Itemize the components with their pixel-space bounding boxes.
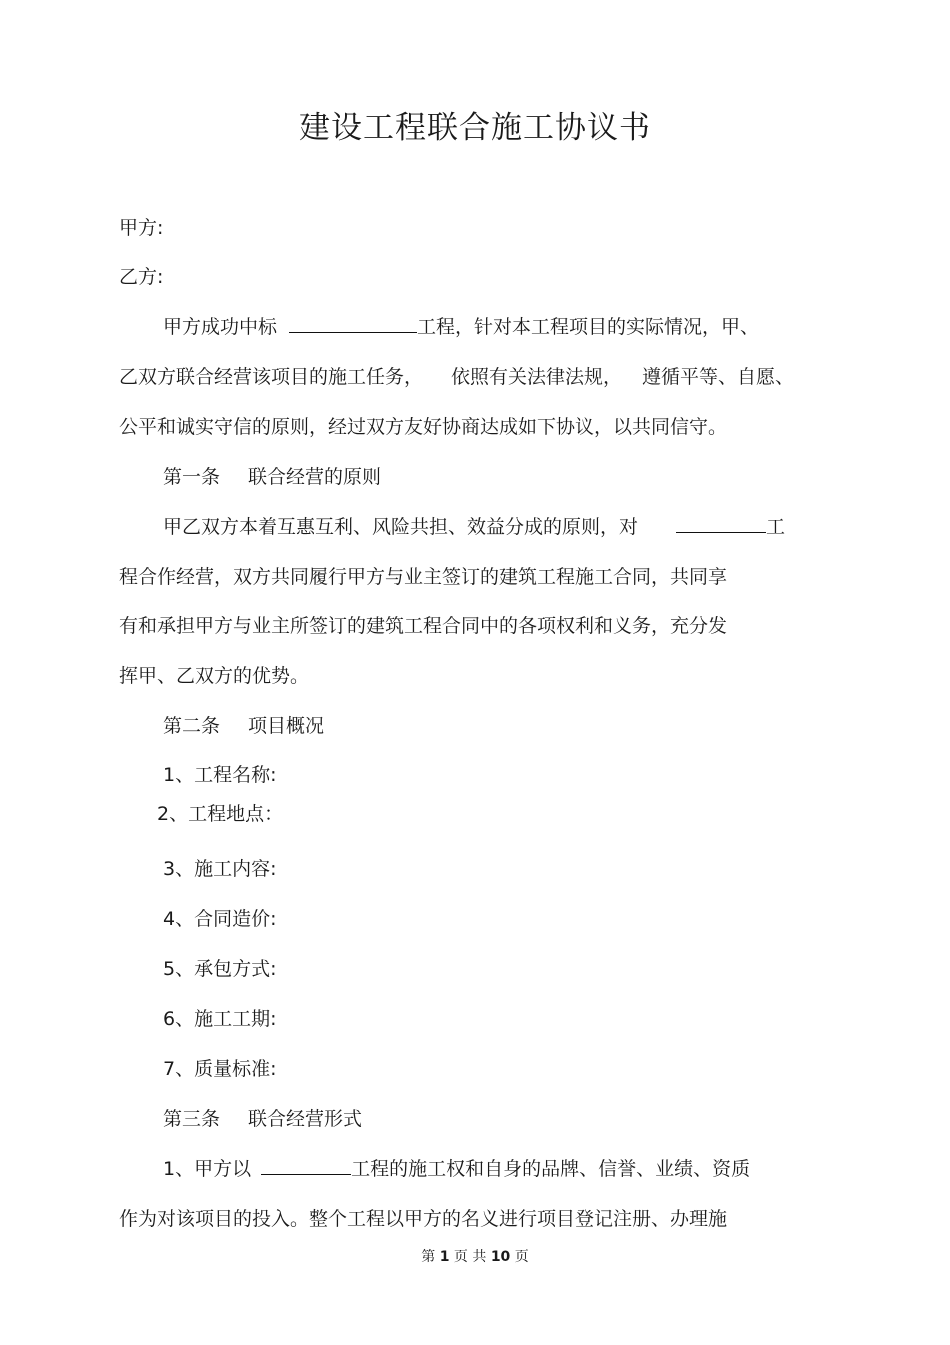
- project-item-quality: 7、质量标准:: [163, 1058, 277, 1080]
- footer-page-word: 第: [421, 1249, 436, 1265]
- article2-heading: [163, 712, 324, 740]
- article1-number: 第一条: [163, 466, 221, 488]
- project-name-blank[interactable]: [289, 313, 417, 333]
- footer-page-end: 页: [514, 1249, 529, 1265]
- footer-page-mid: 页 共: [453, 1249, 487, 1265]
- footer-page-total: 10: [490, 1249, 511, 1265]
- article3-line-2: 作为对该项目的投入。整个工程以甲方的名义进行项目登记注册、办理施: [119, 1208, 728, 1230]
- article3-title: 联合经营形式: [248, 1108, 363, 1130]
- intro-line-3: 公平和诚实守信的原则，经过双方友好协商达成如下协议，以共同信守。: [119, 416, 728, 438]
- project-item-contract-method: 5、承包方式:: [163, 958, 277, 980]
- intro-text-2a: 乙双方联合经营该项目的施工任务，: [119, 366, 424, 388]
- intro-text-2b: 依照有关法律法规，: [451, 366, 623, 388]
- article1-line-3: 有和承担甲方与业主所签订的建筑工程合同中的各项权利和义务，充分发: [119, 615, 728, 637]
- intro-text-2c: 遵循平等、自愿、: [642, 366, 795, 388]
- footer-page-number: 1: [439, 1249, 450, 1265]
- article1-heading: [163, 463, 381, 491]
- project-item-name: 1、工程名称:: [163, 764, 277, 786]
- article1-project-blank[interactable]: [676, 513, 766, 533]
- article3-line-1: [163, 1155, 750, 1183]
- party-a-label: 甲方:: [119, 217, 164, 239]
- intro-text-pre: 甲方成功中标: [163, 316, 278, 338]
- article2-number: 第二条: [163, 715, 221, 737]
- article1-title: 联合经营的原则: [248, 466, 382, 488]
- project-item-content: 3、施工内容:: [163, 858, 277, 880]
- article3-text-post: 工程的施工权和自身的品牌、信誉、业绩、资质: [351, 1158, 751, 1180]
- project-item-location: 2、工程地点：: [157, 803, 284, 825]
- article1-text-pre: 甲乙双方本着互惠互利、风险共担、效益分成的原则，对: [163, 516, 639, 538]
- intro-line-1: [163, 313, 759, 341]
- project-item-price: 4、合同造价:: [163, 908, 277, 930]
- document-title: 建设工程联合施工协议书: [299, 110, 651, 146]
- article3-project-blank[interactable]: [261, 1155, 351, 1175]
- article1-line-2: 程合作经营，双方共同履行甲方与业主签订的建筑工程施工合同，共同享: [119, 566, 728, 588]
- party-b-label: 乙方:: [119, 266, 164, 288]
- article2-title: 项目概况: [248, 715, 325, 737]
- article1-line-4: 挥甲、乙双方的优势。: [119, 665, 310, 687]
- intro-text-post: 工程，针对本工程项目的实际情况，甲、: [417, 316, 760, 338]
- article1-text-post: 工: [766, 516, 786, 538]
- article3-heading: [163, 1105, 362, 1133]
- article3-text-pre: 1、甲方以: [163, 1158, 252, 1180]
- article3-number: 第三条: [163, 1108, 221, 1130]
- article1-line-1: [163, 513, 785, 541]
- project-item-duration: 6、施工工期:: [163, 1008, 277, 1030]
- page-footer: [0, 1246, 950, 1268]
- intro-line-2: [119, 363, 794, 391]
